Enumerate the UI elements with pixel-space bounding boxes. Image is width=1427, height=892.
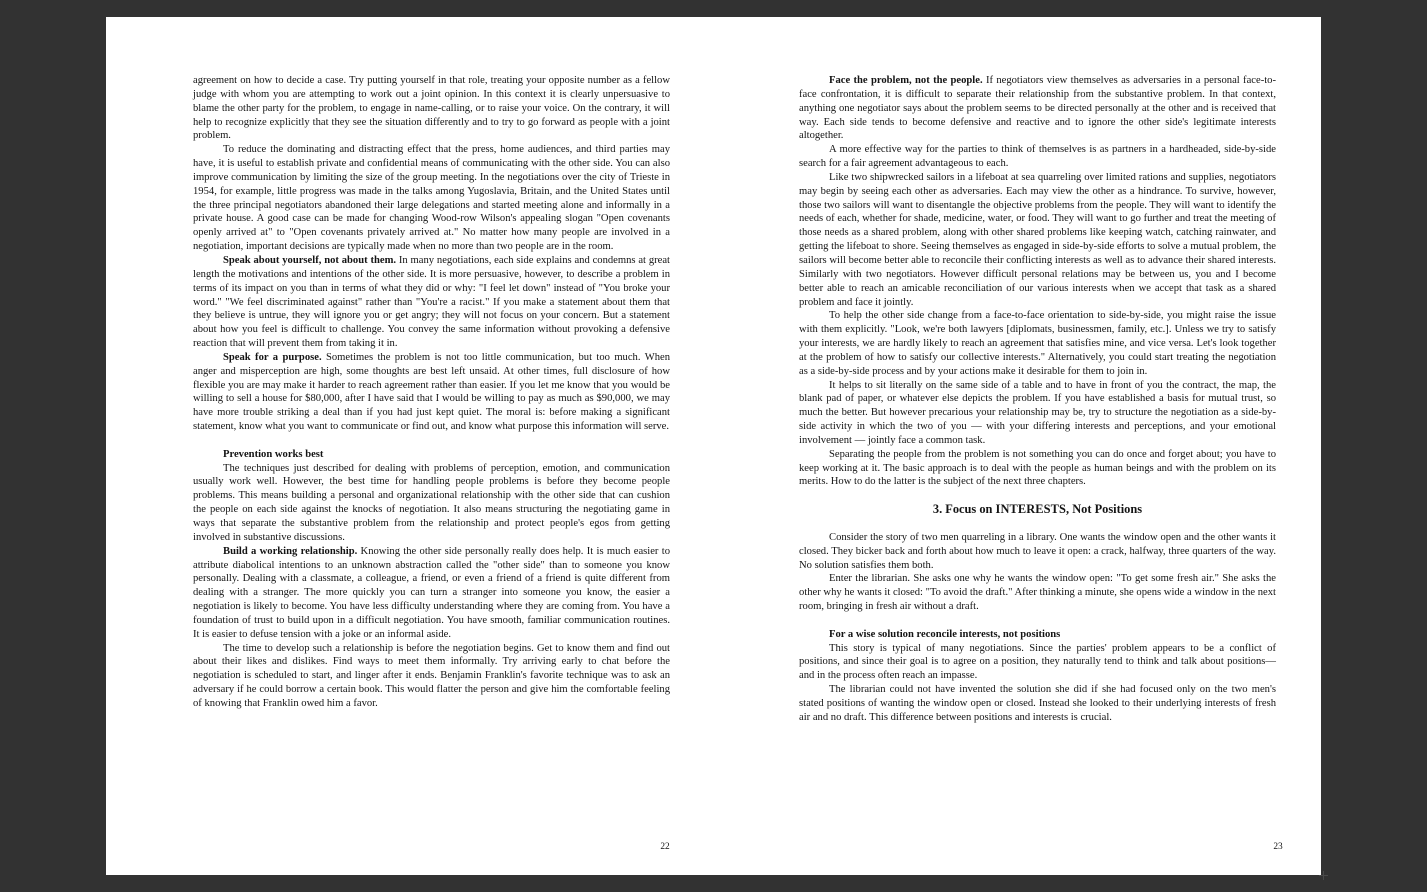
body-paragraph: Consider the story of two men quarreling in a library. One wants the window open and the other wants it closed. They bicker back and forth about how much to leave it open: a crack, halfway, three quarters of the way. No solution satisfies them both. <box>799 531 1276 571</box>
paragraph-spacer <box>799 489 1276 503</box>
body-paragraph: To help the other side change from a face-to-face orientation to side-by-side, you might raise the issue with them explicitly. "Look, we're both lawyers [diplomats, businessmen, family, etc.]. Unless we try to satisfy your interests, we are hardly likely to reach an agreement that satisfies mine, and vice versa. Let's look together at the problem of how to satisfy our collective interests." Alternatively, you could start treating the negotiation as a side-by-side process and by your actions make it desirable for them to join in. <box>799 310 1276 377</box>
body-paragraph: The time to develop such a relationship is before the negotiation begins. Get to know them and find out about their likes and dislikes. Find ways to meet them informally. Try arriving early to chat before the negotiation is scheduled to start, and linger after it ends. Benjamin Franklin's favorite technique was to ask an adversary if he could borrow a certain book. This would flatter the person and give him the comfortable feeling of knowing that Franklin owed him a favor. <box>193 642 670 709</box>
page-right-text-column <box>799 74 1276 725</box>
runin-heading: Speak for a purpose. <box>223 351 322 363</box>
body-paragraph: The librarian could not have invented the solution she did if she had focused only on the two men's stated positions of wanting the window open or closed. Instead she looked to their underlying interests of fresh air and no draft. This difference between positions and interests is crucial. <box>799 684 1276 723</box>
runin-heading: Speak about yourself, not about them. <box>223 254 397 266</box>
body-paragraph: Enter the librarian. She asks one why he wants the window open: "To get some fresh air." She asks the other why he wants it closed: "To avoid the draft." After thinking a minute, she opens wide a window in the next room, bringing in fresh air without a draft. <box>799 573 1276 613</box>
runin-paragraph: Build a working relationship. Knowing the other side personally really does help. It is much easier to attribute diabolical intentions to an unknown abstraction called the "other side" than to someone you know personally. Dealing with a classmate, a colleague, a friend, or even a friend of a friend is quite different from dealing with a stranger. The more quickly you can turn a stranger into someone you know, the easier a negotiation is likely to become. You have less difficulty understanding where they are coming from. You have a foundation of trust to build upon in a difficult negotiation. You have smooth, familiar communication routines. It is easier to defuse tension with a joke or an informal aside. <box>193 545 671 640</box>
page-left-text-column <box>193 74 670 711</box>
paragraph-spacer <box>193 434 670 448</box>
body-paragraph: A more effective way for the parties to think of themselves is as partners in a hardheaded, side-by-side search for a fair agreement advantageous to each. <box>799 144 1276 170</box>
runin-heading: Build a working relationship. <box>223 545 358 557</box>
page-right <box>713 17 1320 875</box>
section-subheading: Prevention works best <box>223 448 324 460</box>
page-left <box>106 17 713 875</box>
body-paragraph: It helps to sit literally on the same side of a table and to have in front of you the contract, the map, the blank pad of paper, or whatever else depicts the problem. If you have established a basis for mutual trust, so much the better. But however precarious your relationship may be, try to structure the negotiation as a side-by-side activity in which the two of you — with your differing interests and perceptions, and your emotional involvement — jointly face a common task. <box>799 379 1276 446</box>
body-paragraph: The techniques just described for dealing with problems of perception, emotion, and communication usually work well. However, the best time for handling people problems is before they become people problems. This means building a personal and organizational relationship with the other side that can cushion the people on each side against the knocks of negotiation. It also means structuring the negotiating game in ways that separate the substantive problem from the relationship and protect people's egos from getting involved in substantive discussions. <box>193 462 670 543</box>
runin-paragraph: Speak for a purpose. Sometimes the problem is not too little communication, but too much. When anger and misperception are high, some thoughts are best left unsaid. At other times, full disclosure of how flexible you are may make it harder to reach agreement rather than easier. If you let me know that you would be willing to sell a house for $80,000, after I have said that I would be willing to pay as much as $90,000, we may have more trouble striking a deal than if you had just kept quiet. The moral is: before making a significant statement, know what you want to communicate or find out, and know what purpose this information will serve. <box>193 351 670 433</box>
body-paragraph: agreement on how to decide a case. Try putting yourself in that role, treating your opposite number as a fellow judge with whom you are attempting to work out a joint opinion. In this context it is clearly unpersuasive to blame the other party for the problem, to engage in name-calling, or to raise your voice. On the contrary, it will help to recognize explicitly that they see the situation differently and to try to go forward as people with a joint problem. <box>193 75 670 142</box>
runin-heading: Face the problem, not the people. <box>829 75 983 86</box>
chapter-heading: 3. Focus on INTERESTS, Not Positions <box>932 502 1143 517</box>
paragraph-spacer <box>799 517 1276 531</box>
page-spread <box>106 17 1321 875</box>
section-subheading: For a wise solution reconcile interests, not positions <box>829 628 1061 640</box>
page-right-folio: 23 <box>1273 842 1283 852</box>
runin-paragraph: Face the problem, not the people. If negotiators view themselves as adversaries in a personal face-to-face confrontation, it is difficult to separate their relationship from the substantive problem. In that context, anything one negotiator says about the problem seems to be directed personally at the other and is received that way. Each side tends to become defensive and reactive and to ignore the other side's legitimate interests altogether. <box>799 75 1276 142</box>
body-paragraph: To reduce the dominating and distracting effect that the press, home audiences, and third parties may have, it is useful to establish private and confidential means of communicating with the other side. You can also improve communication by limiting the size of the group meeting. In the negotiations over the city of Trieste in 1954, for example, little progress was made in the talks among Yugoslavia, Britain, and the United States until the three principal negotiators abandoned their large delegations and started meeting alone and informally in a private house. A good case can be made for changing Wood-row Wilson's appealing slogan "Open covenants openly arrived at" to "Open covenants privately arrived at." No matter how many people are involved in a negotiation, important decisions are typically made when no more than two people are in the room. <box>193 144 670 253</box>
body-paragraph: Separating the people from the problem is not something you can do once and forget about; you have to keep working at it. The basic approach is to deal with the people as human beings and with the problem on its merits. How to do the latter is the subject of the next three chapters. <box>799 448 1276 488</box>
body-paragraph: Like two shipwrecked sailors in a lifeboat at sea quarreling over limited rations and supplies, negotiators may begin by seeing each other as adversaries. Each may view the other as a hindrance. To survive, however, those two sailors will want to disentangle the objective problems from the people. They will want to identify the needs of each, whether for shade, medicine, water, or food. They will want to go further and treat the meeting of those needs as a shared problem, along with other shared problems like keeping watch, catching rainwater, and getting the lifeboat to shore. Seeing themselves as engaged in side-by-side efforts to solve a mutual problem, the sailors will become better able to reconcile their conflicting interests as well as to advance their shared interests. Similarly with two negotiators. However difficult personal relations may be between us, you and I become better able to reach an amicable reconciliation of our various interests when we accept that task as a shared problem and face it jointly. <box>799 171 1276 308</box>
page-left-folio: 22 <box>660 842 670 852</box>
body-paragraph: This story is typical of many negotiations. Since the parties' problem appears to be a conflict of positions, and since their goal is to agree on a position, they naturally tend to think and talk about positions—and in the process often reach an impasse. <box>799 642 1276 682</box>
chapter-heading-smallcaps: INTERESTS <box>995 502 1067 517</box>
runin-paragraph: Speak about yourself, not about them. In many negotiations, each side explains and condemns at great length the motivations and intentions of the other side. It is more persuasive, however, to describe a problem in terms of its impact on you than in terms of what they did or why: "I feel let down" instead of "You broke your word." "We feel discriminated against" rather than "You're a racist." If you make a statement about them that they believe is untrue, they will ignore you or get angry; they will not focus on your concern. But a statement about how you feel is difficult to challenge. You convey the same information without provoking a defensive reaction that will prevent them from taking it in. <box>193 254 670 350</box>
paragraph-spacer <box>799 614 1276 628</box>
